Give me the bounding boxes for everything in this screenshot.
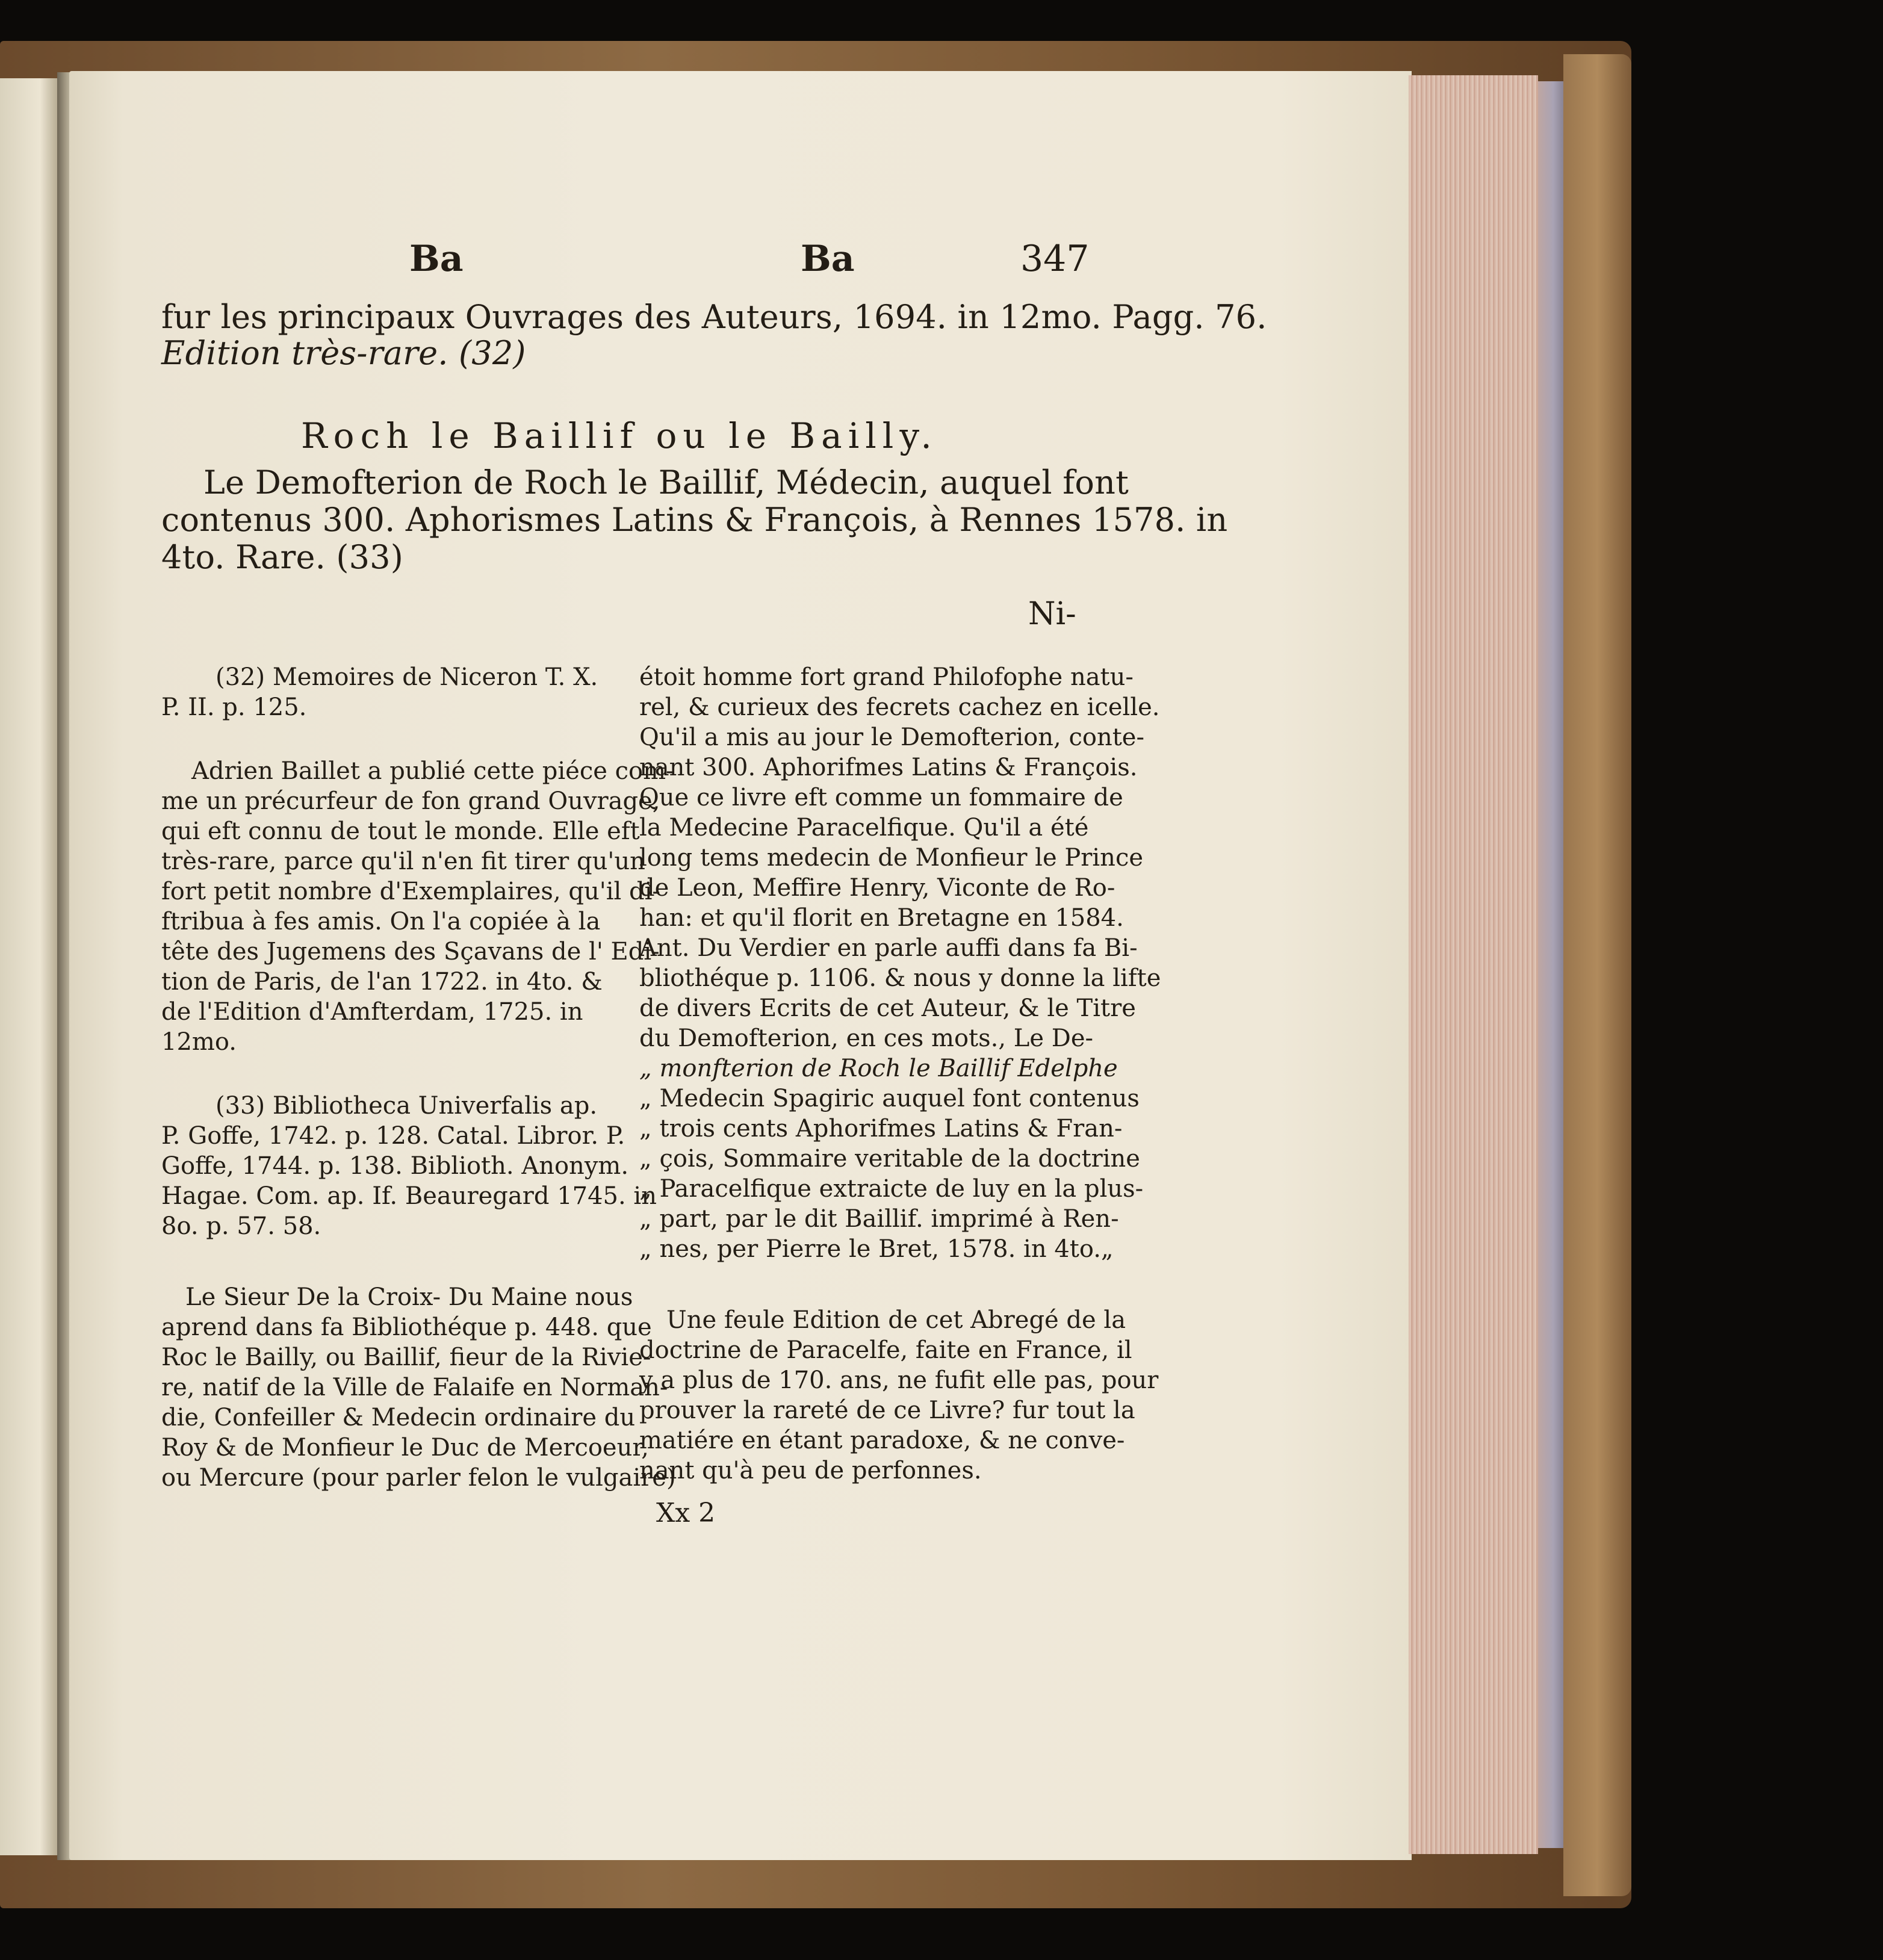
note-spacer bbox=[639, 1264, 1085, 1305]
note-line: „ Medecin Spagiric auquel font contenus bbox=[639, 1085, 1140, 1112]
note-line: y a plus de 170. ans, ne fufit elle pas, pour bbox=[639, 1366, 1159, 1394]
note-line: de divers Ecrits de cet Auteur, & le Titre bbox=[639, 994, 1136, 1022]
note-line: de l'Edition d'Amfterdam, 1725. in bbox=[161, 998, 583, 1026]
note-spacer bbox=[161, 1057, 607, 1091]
left-page-edge bbox=[0, 78, 57, 1855]
signature-mark: Xx 2 bbox=[656, 1498, 716, 1528]
note-line: P. II. p. 125. bbox=[161, 693, 307, 721]
note-line: rel, & curieux des fecrets cachez en icelle. bbox=[639, 693, 1160, 721]
note-line: Qu'il a mis au jour le Demofterion, conte- bbox=[639, 724, 1144, 751]
note-line: „ Paracelfique extraicte de luy en la plus- bbox=[639, 1175, 1144, 1203]
catchword: Ni- bbox=[1028, 596, 1076, 632]
note-line: Que ce livre eft comme un fommaire de bbox=[639, 784, 1123, 811]
note-line: me un précurfeur de fon grand Ouvrage, bbox=[161, 787, 660, 815]
entry-line-1: Le Demofterion de Roch le Baillif, Médecin, auquel font bbox=[203, 464, 1129, 501]
note-line: qui eft connu de tout le monde. Elle eft bbox=[161, 817, 640, 845]
note-line: Roc le Bailly, ou Baillif, fieur de la Rivie- bbox=[161, 1344, 651, 1371]
note-line: du Demofterion, en ces mots., Le De- bbox=[639, 1025, 1094, 1052]
note-line: Hagae. Com. ap. If. Beauregard 1745. in bbox=[161, 1182, 657, 1210]
note-line: ou Mercure (pour parler felon le vulgaire) bbox=[161, 1464, 676, 1492]
entry-line-3: 4to. Rare. (33) bbox=[161, 538, 403, 576]
note-line: die, Confeiller & Medecin ordinaire du bbox=[161, 1404, 636, 1431]
notes-left-column bbox=[161, 662, 676, 1493]
note-line: tion de Paris, de l'an 1722. in 4to. & bbox=[161, 968, 603, 996]
note-line: re, natif de la Ville de Falaife en Norman- bbox=[161, 1374, 668, 1401]
note-line: fort petit nombre d'Exemplaires, qu'il di- bbox=[161, 878, 660, 905]
note-line: doctrine de Paracelfe, faite en France, il bbox=[639, 1336, 1132, 1364]
note-line: Une feule Edition de cet Abregé de la bbox=[666, 1306, 1126, 1334]
book-spine bbox=[1563, 54, 1631, 1896]
note-spacer bbox=[161, 1241, 607, 1282]
page-block-edge-shadow bbox=[1538, 81, 1563, 1848]
note-line: bliothéque p. 1106. & nous y donne la lifte bbox=[639, 964, 1161, 992]
notes-right-column bbox=[639, 662, 1161, 1486]
note-line: très-rare, parce qu'il n'en fit tirer qu'un bbox=[161, 848, 645, 875]
note-spacer bbox=[161, 722, 607, 756]
page-number: 347 bbox=[1020, 238, 1090, 280]
note-line: matiére en étant paradoxe, & ne conve- bbox=[639, 1427, 1125, 1454]
note-line: (32) Memoires de Niceron T. X. bbox=[216, 663, 598, 691]
note-line: „ nes, per Pierre le Bret, 1578. in 4to.„ bbox=[639, 1235, 1114, 1263]
note-line: „ trois cents Aphorifmes Latins & Fran- bbox=[639, 1115, 1123, 1143]
page-block-edge bbox=[1409, 75, 1538, 1854]
entry-line-2: contenus 300. Aphorismes Latins & François, à Rennes 1578. in bbox=[161, 501, 1228, 539]
note-line: „ çois, Sommaire veritable de la doctrine bbox=[639, 1145, 1140, 1173]
note-line: aprend dans fa Bibliothéque p. 448. que bbox=[161, 1313, 652, 1341]
note-line: nant 300. Aphorifmes Latins & François. bbox=[639, 754, 1138, 781]
note-line: Ant. Du Verdier en parle auffi dans fa Bi- bbox=[639, 934, 1138, 962]
note-line: de Leon, Meffire Henry, Viconte de Ro- bbox=[639, 874, 1115, 902]
note-line: Roy & de Monfieur le Duc de Mercoeur, bbox=[161, 1434, 649, 1462]
note-line: 12mo. bbox=[161, 1028, 237, 1056]
note-line: 8o. p. 57. 58. bbox=[161, 1212, 321, 1240]
note-line: Adrien Baillet a publié cette piéce com- bbox=[191, 757, 674, 785]
note-line: han: et qu'il florit en Bretagne en 1584. bbox=[639, 904, 1124, 932]
note-line: Goffe, 1744. p. 138. Biblioth. Anonym. bbox=[161, 1152, 629, 1180]
note-line: la Medecine Paracelfique. Qu'il a été bbox=[639, 814, 1089, 842]
note-line: prouver la rareté de ce Livre? fur tout la bbox=[639, 1397, 1135, 1424]
note-line: long tems medecin de Monfieur le Prince bbox=[639, 844, 1144, 872]
note-line: „ monfterion de Roch le Baillif Edelphe bbox=[639, 1055, 1118, 1082]
entry-title: Roch le Baillif ou le Bailly. bbox=[301, 415, 938, 456]
note-line: étoit homme fort grand Philofophe natu- bbox=[639, 663, 1134, 691]
continuation-line-2: Edition très-rare. (32) bbox=[161, 334, 526, 372]
note-line: nant qu'à peu de perfonnes. bbox=[639, 1457, 982, 1484]
note-line: P. Goffe, 1742. p. 128. Catal. Libror. P. bbox=[161, 1122, 625, 1150]
note-line: Le Sieur De la Croix- Du Maine nous bbox=[185, 1283, 633, 1311]
note-line: (33) Bibliotheca Univerfalis ap. bbox=[216, 1092, 598, 1120]
note-line: tête des Jugemens des Sçavans de l' Edi- bbox=[161, 938, 660, 966]
note-line: „ part, par le dit Baillif. imprimé à Ren- bbox=[639, 1205, 1119, 1233]
note-line: ftribua à fes amis. On l'a copiée à la bbox=[161, 908, 601, 935]
continuation-line-1: fur les principaux Ouvrages des Auteurs, 1694. in 12mo. Pagg. 76. bbox=[161, 298, 1267, 336]
running-head-center: Ba bbox=[801, 238, 855, 280]
running-head-left: Ba bbox=[409, 238, 464, 280]
